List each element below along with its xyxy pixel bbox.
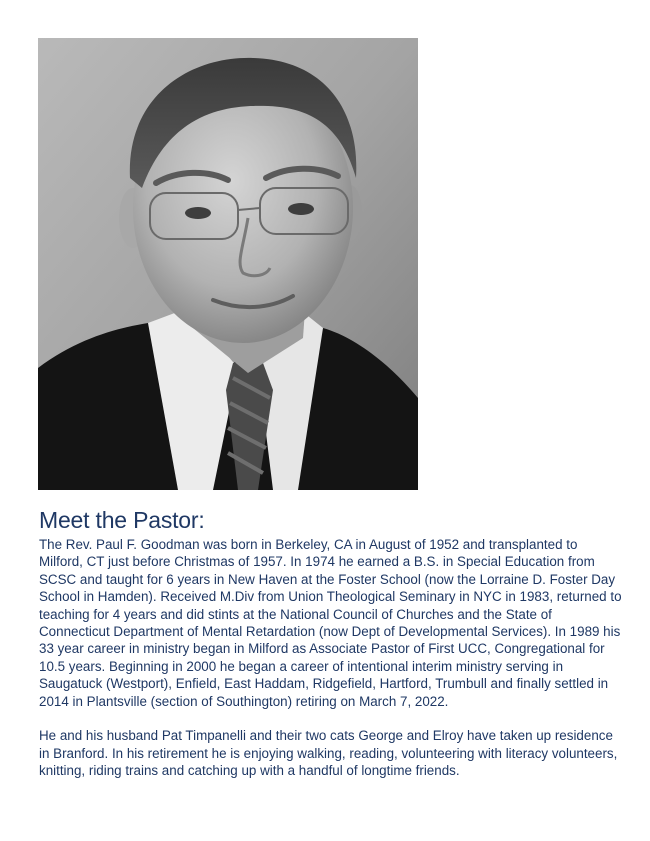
bio-paragraph-retirement: He and his husband Pat Timpanelli and their two cats George and Elroy have taken up residence in Branford. In his retirement he is enjoying walking, reading, volunteering with literacy volunteers, knitting, riding trains and catching up with a handful of longtime friends. — [39, 728, 618, 779]
bio-paragraph-career: The Rev. Paul F. Goodman was born in Berkeley, CA in August of 1952 and transplanted to Milford, CT just before Christmas of 1957. In 1974 he earned a B.S. in Special Education from SCSC and taught for 6 years in New Haven at the Foster School (now the Lorraine D. Foster Day School in Hamden). Received M.Div from Union Theological Seminary in NYC in 1983, returned to teaching for 4 years and did stints at the National Council of Churches and the State of Connecticut Department of Mental Retardation (now Dept of Developmental Services). In 1989 his 33 year career in ministry began in Milford as Associate Pastor of First UCC, Congregational for 10.5 years. Beginning in 2000 he began a career of intentional interim ministry serving in Saugatuck (Westport), Enfield, East Haddam, Ridgefield, Hartford, Trumbull and finally settled in 2014 in Plantsville (section of Southington) retiring on March 7, 2022. — [39, 537, 622, 709]
page-title: Meet the Pastor: — [39, 507, 205, 533]
portrait-photo-icon — [38, 38, 418, 490]
pastor-portrait-photo — [38, 38, 418, 490]
pastor-biography — [39, 536, 624, 797]
